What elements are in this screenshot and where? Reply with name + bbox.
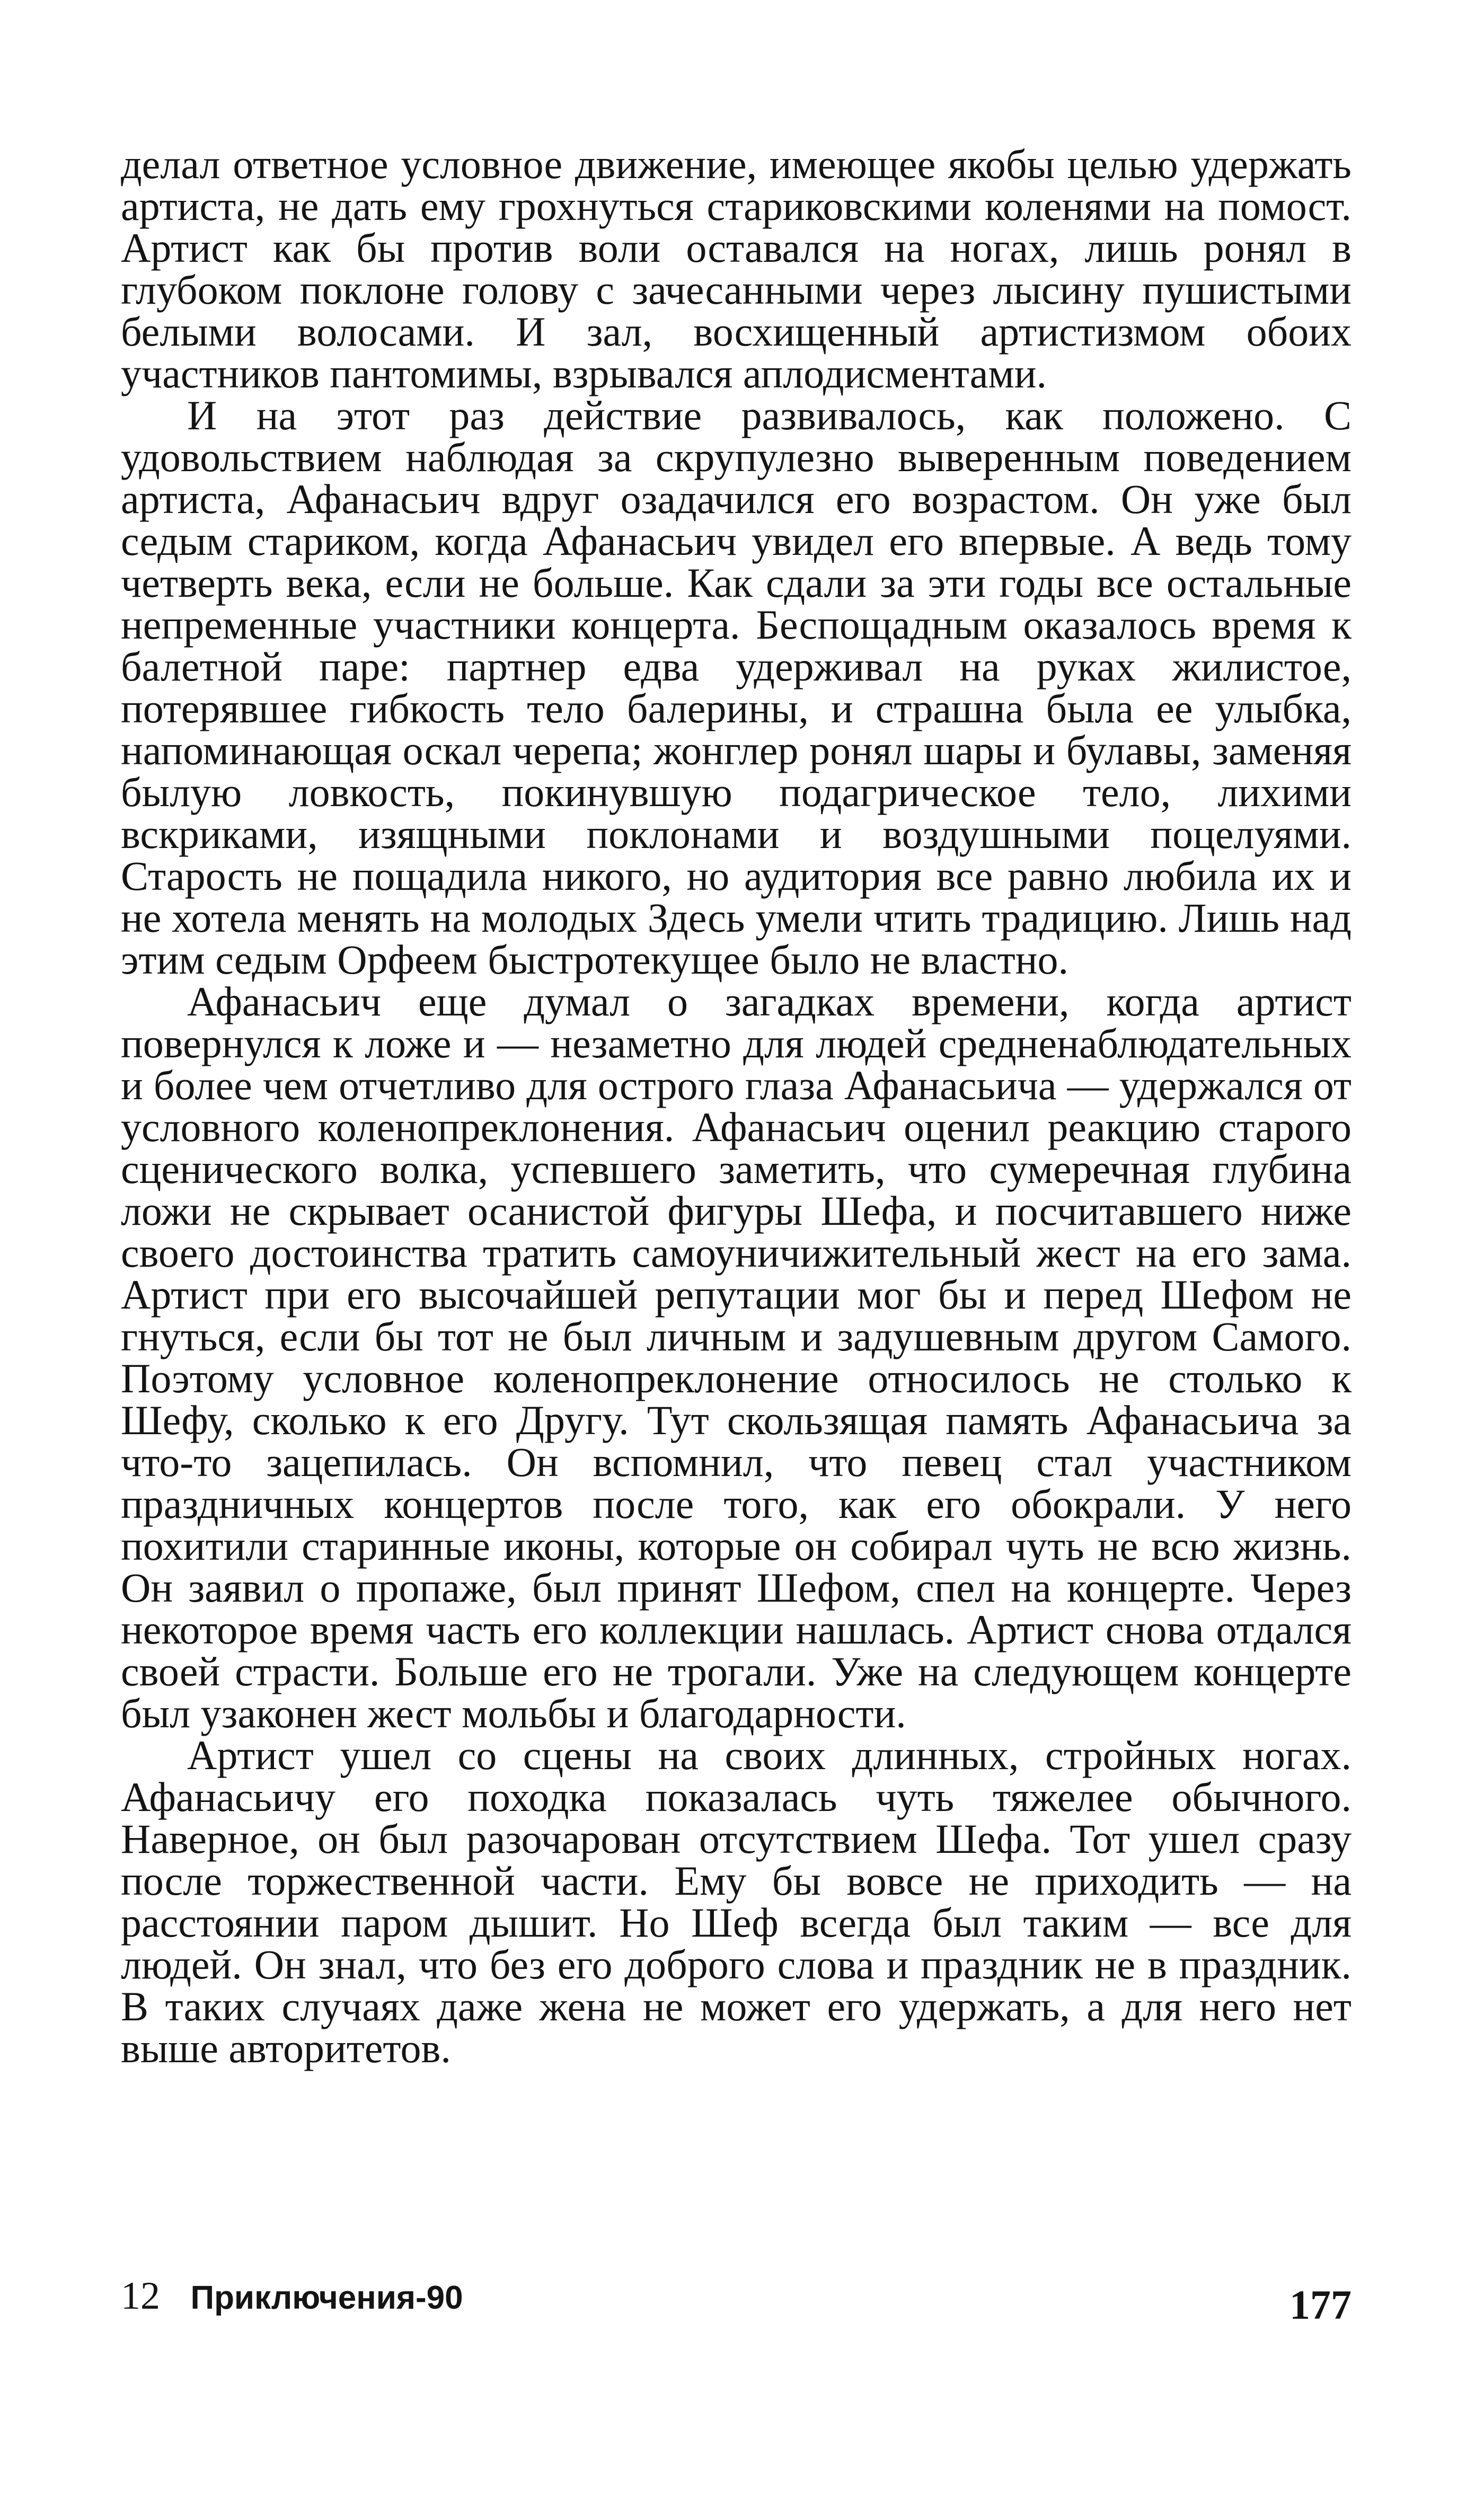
- page-body: [121, 143, 1352, 2069]
- signature-title: Приключения-90: [190, 2280, 463, 2316]
- page-footer: [121, 2274, 1352, 2337]
- paragraph-1: делал ответное условное движение, имеющее якобы целью удержать артиста, не дать ему грохнуться стариковскими коленями на помост. Артист как бы против воли оставался на ногах, лишь ронял в глубоком поклоне голову с зачесанными через лысину пушистыми белыми волосами. И зал, восхищенный артистизмом обоих участников пантомимы, взрывался аплодисментами.: [121, 141, 1352, 396]
- paragraph-4: Артист ушел со сцены на своих длинных, стройных ногах. Афанасьичу его походка показалась чуть тяжелее обычного. Наверное, он был разочарован отсутствием Шефа. Тот ушел сразу после торжественной части. Ему бы вовсе не приходить — на расстоянии паром дышит. Но Шеф всегда был таким — все для людей. Он знал, что без его доброго слова и праздник не в праздник. В таких случаях даже жена не может его удержать, а для него нет выше авторитетов.: [121, 1732, 1352, 2071]
- signature-number: 12: [121, 2274, 160, 2318]
- paragraph-3: Афанасьич еще думал о загадках времени, когда артист повернулся к ложе и — незаметно для людей средненаблюдательных и более чем отчетливо для острого глаза Афанасьича — удержался от условного коленопреклонения. Афанасьич оценил реакцию старого сценического волка, успевшего заметить, что сумеречная глубина ложи не скрывает осанистой фигуры Шефа, и посчитавшего ниже своего достоинства тратить самоуничижительный жест на его зама. Артист при его высочайшей репутации мог бы и перед Шефом не гнуться, если бы тот не был личным и задушевным другом Самого. Поэтому условное коленопреклонение относилось не столько к Шефу, сколько к его Другу. Тут скользящая память Афанасьича за что-то зацепилась. Он вспомнил, что певец стал участником праздничных концертов после того, как его обокрали. У него похитили старинные иконы, которые он собирал чуть не всю жизнь. Он заявил о пропаже, был принят Шефом, спел на концерте. Через некоторое время часть его коллекции нашлась. Артист снова отдался своей страсти. Больше его не трогали. Уже на следующем концерте был узаконен жест мольбы и благодарности.: [121, 978, 1352, 1736]
- paragraph-2: И на этот раз действие развивалось, как положено. С удовольствием наблюдая за скрупулезно выверенным поведением артиста, Афанасьич вдруг озадачился его возрастом. Он уже был седым стариком, когда Афанасьич увидел его впервые. А ведь тому четверть века, если не больше. Как сдали за эти годы все остальные непременные участники концерта. Беспощадным оказалось время к балетной паре: партнер едва удерживал на руках жилистое, потерявшее гибкость тело балерины, и страшна была ее улыбка, напоминающая оскал черепа; жонглер ронял шары и булавы, заменяя былую ловкость, покинувшую подагрическое тело, лихими вскриками, изящными поклонами и воздушными поцелуями. Старость не пощадила никого, но аудитория все равно любила их и не хотела менять на молодых Здесь умели чтить традицию. Лишь над этим седым Орфеем быстротекущее было не властно.: [121, 392, 1352, 983]
- page-number: 177: [1289, 2282, 1352, 2328]
- printer-signature: [121, 2274, 463, 2319]
